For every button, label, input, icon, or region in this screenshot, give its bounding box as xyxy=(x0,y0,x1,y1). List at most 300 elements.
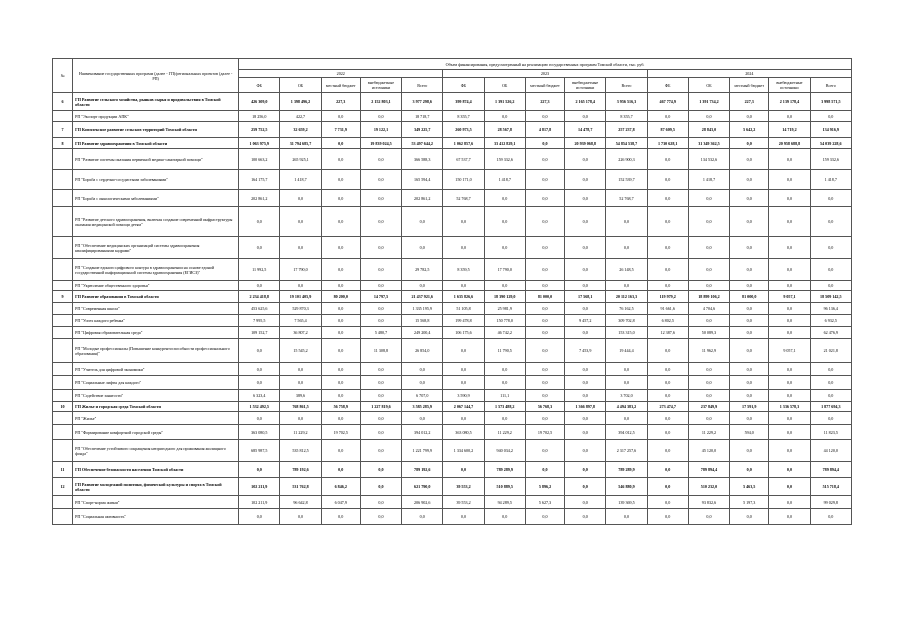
amount-cell: 80 200,0 xyxy=(321,291,360,303)
amount-cell: 164 175,7 xyxy=(239,170,280,190)
project-row xyxy=(53,496,852,509)
amount-cell: 0,0 xyxy=(280,412,321,425)
amount-cell: 0,0 xyxy=(321,207,360,237)
amount-cell: 227,3 xyxy=(321,93,360,111)
amount-cell: 150 171,0 xyxy=(443,170,484,190)
amount-cell: 0,0 xyxy=(321,462,360,478)
amount-cell: 0,0 xyxy=(321,303,360,315)
amount-cell: 0,0 xyxy=(769,303,810,315)
amount-cell: 249 200,4 xyxy=(402,327,443,339)
amount-cell: 0,0 xyxy=(730,207,769,237)
amount-cell: 0,0 xyxy=(525,509,564,525)
amount-cell: 19 122,1 xyxy=(360,122,401,138)
amount-cell: 54 854 538,7 xyxy=(606,138,647,149)
amount-cell: 3 590,9 xyxy=(443,390,484,402)
amount-cell: 0,0 xyxy=(525,376,564,390)
amount-cell: 0,0 xyxy=(402,376,443,390)
amount-cell: 9 457,2 xyxy=(565,315,606,327)
amount-cell: 4 494 383,2 xyxy=(606,402,647,412)
amount-cell: 52 768,7 xyxy=(443,190,484,207)
amount-cell: 0,0 xyxy=(525,237,564,259)
header-col: местный бюджет xyxy=(321,78,360,93)
project-row xyxy=(53,425,852,440)
amount-cell: 0,0 xyxy=(525,440,564,462)
amount-cell: 0,0 xyxy=(321,440,360,462)
amount-cell: 0,0 xyxy=(688,412,729,425)
amount-cell: 0,0 xyxy=(443,339,484,363)
amount-cell: 0,0 xyxy=(402,237,443,259)
amount-cell: 1 418,7 xyxy=(280,170,321,190)
amount-cell: 0,0 xyxy=(360,259,401,281)
amount-cell: 0,0 xyxy=(360,111,401,122)
amount-cell: 0,0 xyxy=(443,237,484,259)
amount-cell: 0,0 xyxy=(321,315,360,327)
project-row xyxy=(53,327,852,339)
funding-table xyxy=(52,58,852,525)
row-number: 8 xyxy=(53,138,73,149)
amount-cell: 15 545,2 xyxy=(280,339,321,363)
amount-cell: 0,0 xyxy=(647,190,688,207)
amount-cell: 1 334 600,2 xyxy=(443,440,484,462)
amount-cell: 2 234 418,8 xyxy=(239,291,280,303)
amount-cell: 510 232,0 xyxy=(688,478,729,496)
amount-cell: 0,0 xyxy=(239,207,280,237)
amount-cell: 1 635 826,6 xyxy=(443,291,484,303)
amount-cell: 685 987,5 xyxy=(239,440,280,462)
amount-cell: 453 625,6 xyxy=(239,303,280,315)
row-number xyxy=(53,315,73,327)
amount-cell: 227,3 xyxy=(730,93,769,111)
amount-cell: 515 718,4 xyxy=(810,478,851,496)
amount-cell: 363 080,5 xyxy=(443,425,484,440)
amount-cell: 0,0 xyxy=(565,390,606,402)
amount-cell: 0,0 xyxy=(688,111,729,122)
amount-cell: 0,0 xyxy=(402,281,443,291)
amount-cell: 0,0 xyxy=(810,207,851,237)
amount-cell: 62 476,9 xyxy=(810,327,851,339)
amount-cell: 12 387,6 xyxy=(647,327,688,339)
amount-cell: 3 998 571,5 xyxy=(810,93,851,111)
amount-cell: 0,0 xyxy=(525,339,564,363)
amount-cell: 0,0 xyxy=(730,390,769,402)
amount-cell: 0,0 xyxy=(769,462,810,478)
amount-cell: 257 237,8 xyxy=(606,122,647,138)
header-col: внебюджетные источники xyxy=(360,78,401,93)
amount-cell: 0,0 xyxy=(443,412,484,425)
amount-cell: 3 956 516,3 xyxy=(606,93,647,111)
amount-cell: 0,0 xyxy=(688,376,729,390)
amount-cell: 1 063 975,9 xyxy=(239,138,280,149)
amount-cell: 81 000,0 xyxy=(525,291,564,303)
header-col: ОБ xyxy=(280,78,321,93)
amount-cell: 0,0 xyxy=(360,237,401,259)
amount-cell: 0,0 xyxy=(810,509,851,525)
amount-cell: 0,0 xyxy=(769,376,810,390)
amount-cell: 2 152 803,1 xyxy=(360,93,401,111)
amount-cell: 0,0 xyxy=(525,363,564,376)
amount-cell: 32 659,2 xyxy=(280,122,321,138)
amount-cell: 0,0 xyxy=(525,281,564,291)
header-col: Всего xyxy=(402,78,443,93)
amount-cell: 0,0 xyxy=(647,170,688,190)
row-name: РП "Развитие системы оказания первичной медико-санитарной помощи" xyxy=(73,149,239,170)
amount-cell: 399 874,4 xyxy=(443,93,484,111)
row-name: РП "Учитель для цифровой экономики" xyxy=(73,363,239,376)
amount-cell: 0,0 xyxy=(525,412,564,425)
amount-cell: 0,0 xyxy=(280,190,321,207)
amount-cell: 0,0 xyxy=(647,376,688,390)
amount-cell: 0,0 xyxy=(730,237,769,259)
header-col: внебюджетные источники xyxy=(565,78,606,93)
amount-cell: 0,0 xyxy=(360,149,401,170)
amount-cell: 531 762,8 xyxy=(280,478,321,496)
amount-cell: 1 062 857,6 xyxy=(443,138,484,149)
header-year-2023: 2023 xyxy=(443,70,647,78)
amount-cell: 0,0 xyxy=(606,363,647,376)
amount-cell: 0,0 xyxy=(769,149,810,170)
amount-cell: 0,0 xyxy=(769,190,810,207)
project-row xyxy=(53,111,852,122)
row-number xyxy=(53,170,73,190)
amount-cell: 535 812,5 xyxy=(280,440,321,462)
amount-cell: 0,0 xyxy=(769,363,810,376)
amount-cell: 19 839 024,5 xyxy=(360,138,401,149)
amount-cell: 18 899 106,2 xyxy=(688,291,729,303)
amount-cell: 0,0 xyxy=(321,327,360,339)
amount-cell: 940 034,2 xyxy=(484,440,525,462)
amount-cell: 0,0 xyxy=(810,237,851,259)
table-body xyxy=(53,93,852,525)
row-number xyxy=(53,425,73,440)
amount-cell: 0,0 xyxy=(647,237,688,259)
project-row xyxy=(53,363,852,376)
row-name: ГП Комплексное развитие сельских территорий Томской области xyxy=(73,122,239,138)
amount-cell: 1 391 734,2 xyxy=(688,93,729,111)
amount-cell: 31 349 362,5 xyxy=(688,138,729,149)
amount-cell: 0,0 xyxy=(647,509,688,525)
amount-cell: 260 973,5 xyxy=(443,122,484,138)
amount-cell: 3 585 285,9 xyxy=(402,402,443,412)
amount-cell: 0,0 xyxy=(525,303,564,315)
amount-cell: 0,0 xyxy=(321,259,360,281)
amount-cell: 529 870,3 xyxy=(280,303,321,315)
amount-cell: 0,0 xyxy=(565,237,606,259)
program-row xyxy=(53,402,852,412)
amount-cell: 0,0 xyxy=(647,281,688,291)
row-name: ГП Развитие образования в Томской области xyxy=(73,291,239,303)
amount-cell: 1 418,7 xyxy=(810,170,851,190)
amount-cell: 18 256,0 xyxy=(239,111,280,122)
amount-cell: 0,0 xyxy=(321,149,360,170)
amount-cell: 51 105,8 xyxy=(443,303,484,315)
row-number xyxy=(53,390,73,402)
amount-cell: 29 782,5 xyxy=(402,259,443,281)
row-name: ГП Развитие молодежной политики, физической культуры и спорта в Томской области xyxy=(73,478,239,496)
amount-cell: 0,0 xyxy=(443,462,484,478)
amount-cell: 789 192,6 xyxy=(402,462,443,478)
project-row xyxy=(53,440,852,462)
amount-cell: 159 332,6 xyxy=(810,149,851,170)
amount-cell: 50 089,3 xyxy=(688,327,729,339)
amount-cell: 0,0 xyxy=(525,259,564,281)
amount-cell: 0,0 xyxy=(402,363,443,376)
amount-cell: 0,0 xyxy=(321,281,360,291)
amount-cell: 0,0 xyxy=(484,376,525,390)
amount-cell: 0,0 xyxy=(606,376,647,390)
row-name: РП "Укрепление общественного здоровья" xyxy=(73,281,239,291)
amount-cell: 0,0 xyxy=(606,237,647,259)
amount-cell: 19 444,4 xyxy=(606,339,647,363)
amount-cell: 0,0 xyxy=(321,390,360,402)
amount-cell: 0,0 xyxy=(647,412,688,425)
amount-cell: 0,0 xyxy=(525,190,564,207)
project-row xyxy=(53,207,852,237)
amount-cell: 0,0 xyxy=(730,281,769,291)
amount-cell: 3 702,0 xyxy=(606,390,647,402)
amount-cell: 0,0 xyxy=(321,509,360,525)
amount-cell: 6 047,9 xyxy=(321,496,360,509)
amount-cell: 0,0 xyxy=(402,207,443,237)
row-number xyxy=(53,339,73,363)
row-number xyxy=(53,363,73,376)
amount-cell: 0,0 xyxy=(321,339,360,363)
amount-cell: 0,0 xyxy=(688,207,729,237)
amount-cell: 0,0 xyxy=(360,412,401,425)
amount-cell: 0,0 xyxy=(810,363,851,376)
program-row xyxy=(53,93,852,111)
amount-cell: 0,0 xyxy=(484,190,525,207)
amount-cell: 366 588,3 xyxy=(402,149,443,170)
amount-cell: 0,0 xyxy=(810,390,851,402)
amount-cell: 6 932,5 xyxy=(810,315,851,327)
amount-cell: 0,0 xyxy=(360,281,401,291)
amount-cell: 8 355,7 xyxy=(606,111,647,122)
amount-cell: 6 846,2 xyxy=(321,478,360,496)
amount-cell: 19 702,5 xyxy=(525,425,564,440)
amount-cell: 0,0 xyxy=(647,478,688,496)
amount-cell: 11 229,2 xyxy=(484,425,525,440)
amount-cell: 20 939 068,8 xyxy=(565,138,606,149)
amount-cell: 0,0 xyxy=(730,315,769,327)
row-number xyxy=(53,496,73,509)
amount-cell: 0,0 xyxy=(280,376,321,390)
amount-cell: 389,6 xyxy=(280,390,321,402)
amount-cell: 20 112 163,3 xyxy=(606,291,647,303)
row-name: РП "Социальные лифты для каждого" xyxy=(73,376,239,390)
amount-cell: 6 323,4 xyxy=(239,390,280,402)
row-name: РП "Борьба с онкологическими заболеваниями" xyxy=(73,190,239,207)
amount-cell: 7 995,5 xyxy=(239,315,280,327)
amount-cell: 39 553,2 xyxy=(443,496,484,509)
amount-cell: 0,0 xyxy=(810,259,851,281)
amount-cell: 0,0 xyxy=(443,281,484,291)
amount-cell: 0,0 xyxy=(769,237,810,259)
amount-cell: 46 742,2 xyxy=(484,327,525,339)
amount-cell: 0,0 xyxy=(321,363,360,376)
row-number: 9 xyxy=(53,291,73,303)
amount-cell: 0,0 xyxy=(239,412,280,425)
amount-cell: 0,0 xyxy=(321,237,360,259)
row-name: ГП Жилье и городская среда Томской области xyxy=(73,402,239,412)
amount-cell: 134 916,9 xyxy=(810,122,851,138)
amount-cell: 394 012,2 xyxy=(402,425,443,440)
row-number xyxy=(53,327,73,339)
program-row xyxy=(53,138,852,149)
amount-cell: 0,0 xyxy=(360,190,401,207)
program-row xyxy=(53,291,852,303)
amount-cell: 0,0 xyxy=(647,390,688,402)
amount-cell: 1 335 195,9 xyxy=(402,303,443,315)
row-number xyxy=(53,303,73,315)
amount-cell: 67 537,7 xyxy=(443,149,484,170)
amount-cell: 0,0 xyxy=(484,237,525,259)
amount-cell: 0,0 xyxy=(360,496,401,509)
amount-cell: 226 900,3 xyxy=(606,149,647,170)
amount-cell: 0,0 xyxy=(647,440,688,462)
header-col: местный бюджет xyxy=(730,78,769,93)
amount-cell: 259 752,5 xyxy=(239,122,280,138)
amount-cell: 0,0 xyxy=(769,390,810,402)
amount-cell: 3 977 298,6 xyxy=(402,93,443,111)
amount-cell: 7 565,4 xyxy=(280,315,321,327)
amount-cell: 0,0 xyxy=(525,149,564,170)
amount-cell: 510 889,5 xyxy=(484,478,525,496)
amount-cell: 0,0 xyxy=(484,281,525,291)
amount-cell: 0,0 xyxy=(565,281,606,291)
amount-cell: 2 317 257,6 xyxy=(606,440,647,462)
amount-cell: 7 731,9 xyxy=(321,122,360,138)
amount-cell: 0,0 xyxy=(525,170,564,190)
amount-cell: 0,0 xyxy=(688,190,729,207)
amount-cell: 14 719,2 xyxy=(769,122,810,138)
row-number xyxy=(53,207,73,237)
row-name: РП "Обеспечение устойчивого сокращения непригодного для проживания жилищного фонда" xyxy=(73,440,239,462)
amount-cell: 150 778,0 xyxy=(484,315,525,327)
amount-cell: 18 509 142,5 xyxy=(810,291,851,303)
amount-cell: 0,0 xyxy=(525,462,564,478)
amount-cell: 422,7 xyxy=(280,111,321,122)
amount-cell: 0,0 xyxy=(525,327,564,339)
amount-cell: 19 101 405,9 xyxy=(280,291,321,303)
amount-cell: 53 497 644,2 xyxy=(402,138,443,149)
amount-cell: 56 758,9 xyxy=(321,402,360,412)
amount-cell: 76 162,5 xyxy=(606,303,647,315)
amount-cell: 1 227 819,6 xyxy=(360,402,401,412)
project-row xyxy=(53,303,852,315)
amount-cell: 0,0 xyxy=(769,315,810,327)
amount-cell: 0,0 xyxy=(360,376,401,390)
amount-cell: 1 730 628,1 xyxy=(647,138,688,149)
project-row xyxy=(53,315,852,327)
amount-cell: 17 591,9 xyxy=(730,402,769,412)
amount-cell: 0,0 xyxy=(565,425,606,440)
amount-cell: 0,0 xyxy=(565,496,606,509)
amount-cell: 0,0 xyxy=(606,509,647,525)
header-no: № xyxy=(53,59,73,93)
amount-cell: 8 359,5 xyxy=(443,259,484,281)
amount-cell: 2 067 144,7 xyxy=(443,402,484,412)
row-name: РП "Экспорт продукции АПК" xyxy=(73,111,239,122)
amount-cell: 0,0 xyxy=(688,315,729,327)
amount-cell: 0,0 xyxy=(688,390,729,402)
amount-cell: 789 289,9 xyxy=(484,462,525,478)
amount-cell: 0,0 xyxy=(730,303,769,315)
amount-cell: 9 057,1 xyxy=(769,291,810,303)
amount-cell: 0,0 xyxy=(565,440,606,462)
row-number xyxy=(53,412,73,425)
amount-cell: 152 539,7 xyxy=(606,170,647,190)
amount-cell: 0,0 xyxy=(647,111,688,122)
amount-cell: 4 817,8 xyxy=(525,122,564,138)
amount-cell: 8 355,7 xyxy=(443,111,484,122)
amount-cell: 0,0 xyxy=(769,440,810,462)
amount-cell: 28 843,0 xyxy=(688,122,729,138)
amount-cell: 0,0 xyxy=(280,237,321,259)
amount-cell: 0,0 xyxy=(688,509,729,525)
amount-cell: 0,0 xyxy=(730,363,769,376)
amount-cell: 28 567,8 xyxy=(484,122,525,138)
header-col: ФБ xyxy=(443,78,484,93)
amount-cell: 14 797,5 xyxy=(360,291,401,303)
amount-cell: 0,0 xyxy=(769,412,810,425)
amount-cell: 0,0 xyxy=(810,190,851,207)
amount-cell: 0,0 xyxy=(647,149,688,170)
amount-cell: 87 609,5 xyxy=(647,122,688,138)
amount-cell: 165 594,4 xyxy=(402,170,443,190)
amount-cell: 0,0 xyxy=(647,259,688,281)
amount-cell: 5 480,7 xyxy=(360,327,401,339)
amount-cell: 4 704,6 xyxy=(688,303,729,315)
amount-cell: 0,0 xyxy=(769,281,810,291)
header-col: ФБ xyxy=(239,78,280,93)
amount-cell: 0,0 xyxy=(730,412,769,425)
amount-cell: 2 165 178,4 xyxy=(565,93,606,111)
amount-cell: 7 453,9 xyxy=(565,339,606,363)
amount-cell: 0,0 xyxy=(730,339,769,363)
header-year-2024: 2024 xyxy=(647,70,851,78)
amount-cell: 0,0 xyxy=(525,207,564,237)
amount-cell: 119 979,2 xyxy=(647,291,688,303)
amount-cell: 0,0 xyxy=(565,376,606,390)
amount-cell: 0,0 xyxy=(810,376,851,390)
amount-cell: 0,0 xyxy=(769,207,810,237)
amount-cell: 5 463,5 xyxy=(730,478,769,496)
row-number xyxy=(53,376,73,390)
amount-cell: 106 175,6 xyxy=(443,327,484,339)
amount-cell: 1 366 897,8 xyxy=(565,402,606,412)
amount-cell: 789 894,4 xyxy=(688,462,729,478)
row-number xyxy=(53,111,73,122)
project-row xyxy=(53,412,852,425)
row-number xyxy=(53,440,73,462)
amount-cell: 0,0 xyxy=(280,207,321,237)
row-number xyxy=(53,509,73,525)
amount-cell: 0,0 xyxy=(688,259,729,281)
amount-cell: 0,0 xyxy=(360,425,401,440)
amount-cell: 0,0 xyxy=(360,303,401,315)
amount-cell: 17 790,0 xyxy=(280,259,321,281)
amount-cell: 9 057,1 xyxy=(769,339,810,363)
amount-cell: 206 902,6 xyxy=(402,496,443,509)
amount-cell: 0,0 xyxy=(730,440,769,462)
header-col: Всего xyxy=(810,78,851,93)
amount-cell: 39 553,2 xyxy=(443,478,484,496)
row-name: РП "Успех каждого ребенка" xyxy=(73,315,239,327)
row-name: РП "Развитие детского здравоохранения, включая создание современной инфраструктуры оказания медицинской помощи детям" xyxy=(73,207,239,237)
amount-cell: 0,0 xyxy=(321,138,360,149)
amount-cell: 0,0 xyxy=(730,259,769,281)
amount-cell: 0,0 xyxy=(688,363,729,376)
